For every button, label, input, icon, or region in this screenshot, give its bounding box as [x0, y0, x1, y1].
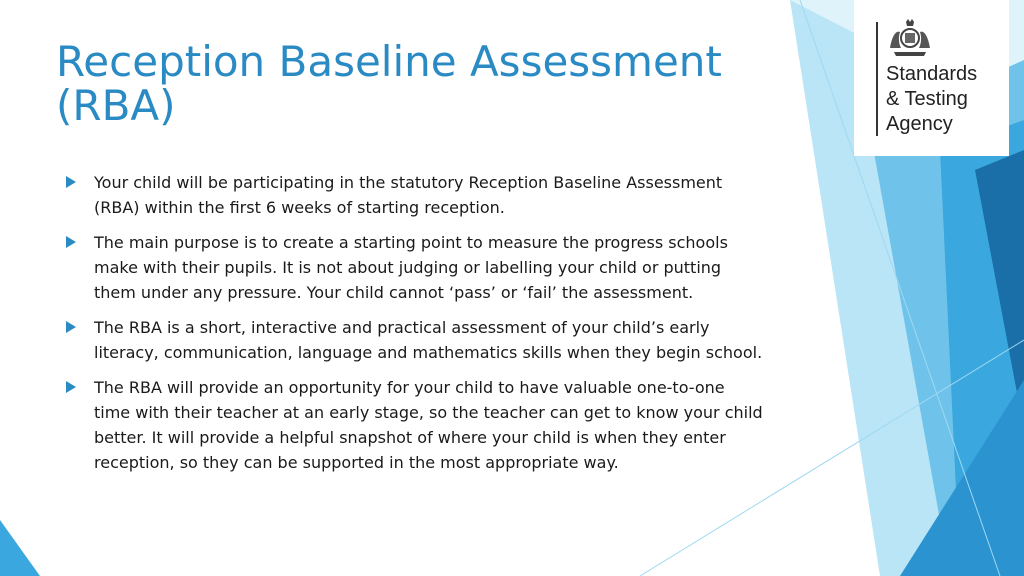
royal-crest-icon: [886, 18, 934, 58]
bullet-text: The RBA will provide an opportunity for your child to have valuable one-to-one time with their teacher at an early stage, so the teacher can get to know your child better. It will provide a helpful snapshot of where your child is when they enter reception, so they can be supported in the most appropriate way.: [94, 378, 763, 472]
bullet-item: [64, 170, 764, 220]
bullet-item: [64, 375, 764, 475]
bullet-text: The main purpose is to create a starting point to measure the progress schools make with their pupils. It is not about judging or labelling your child or putting them under any pressure. Your child cannot ‘pass’ or ‘fail’ the assessment.: [94, 233, 728, 302]
sta-logo: [854, 0, 1009, 156]
bullet-text: Your child will be participating in the statutory Reception Baseline Assessment (RBA) within the first 6 weeks of starting reception.: [94, 173, 723, 217]
deco-bottom-left-sliver: [0, 520, 40, 576]
bullet-item: [64, 315, 764, 365]
logo-line-testing: & Testing: [886, 88, 968, 110]
logo-divider: [876, 22, 878, 136]
bullet-arrow-icon: [66, 321, 76, 333]
bullet-arrow-icon: [66, 176, 76, 188]
bullet-text: The RBA is a short, interactive and practical assessment of your child’s early literacy, communication, language and mathematics skills when they begin school.: [94, 318, 763, 362]
logo-line-standards: Standards: [886, 63, 978, 85]
bullet-list: [64, 170, 764, 485]
slide-title: Reception Baseline Assessment (RBA): [56, 37, 722, 130]
bullet-item: [64, 230, 764, 305]
bullet-arrow-icon: [66, 236, 76, 248]
logo-text: [886, 62, 977, 137]
logo-line-agency: Agency: [886, 113, 953, 135]
bullet-arrow-icon: [66, 381, 76, 393]
